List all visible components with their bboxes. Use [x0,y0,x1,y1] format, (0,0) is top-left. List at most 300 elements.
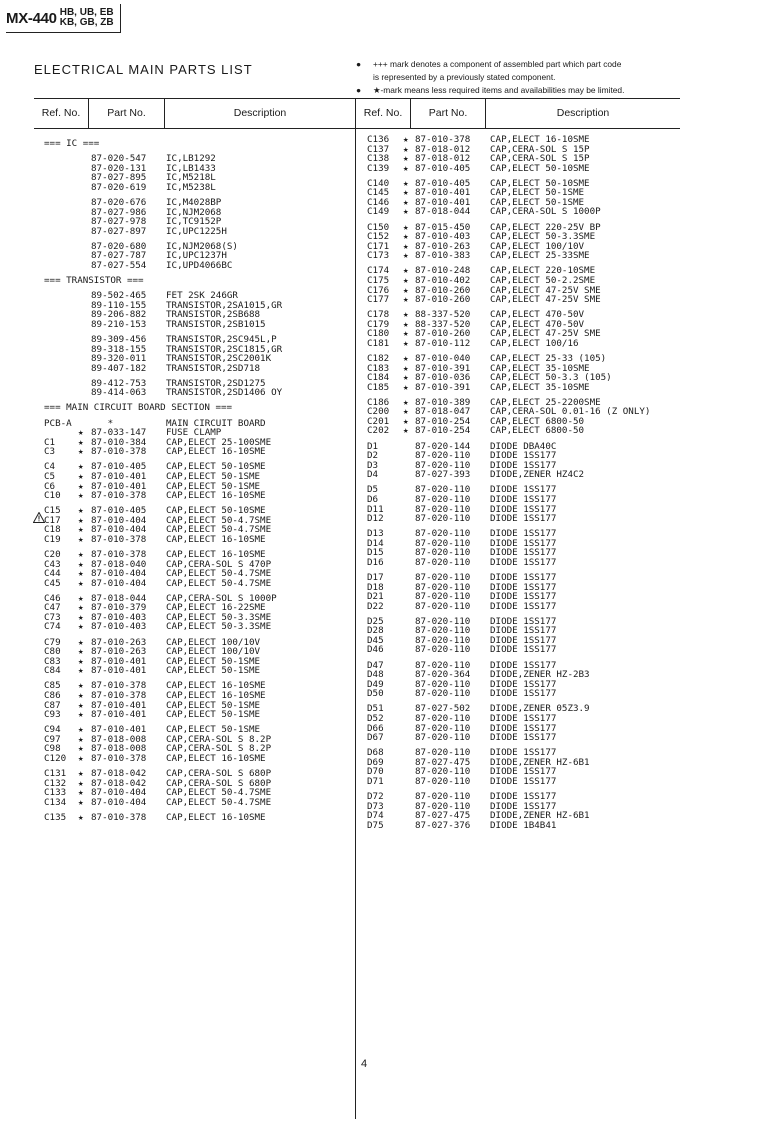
part-number: 87-010-378 [91,533,147,545]
ref-number: C202 [367,425,390,437]
description: CAP,ELECT 50-3.3SME [166,611,272,623]
availability-mark: ★ [403,177,409,189]
ref-number: C146 [367,196,390,208]
ref-number: C43 [44,558,61,570]
description: CAP,ELECT 16-10SME [166,446,266,458]
note-bullet: ● [356,85,362,95]
description: CAP,ELECT 50-4.7SME [166,524,272,536]
description: CAP,ELECT 50-10SME [166,505,266,517]
ref-number: D71 [367,775,384,787]
column-divider [485,99,486,128]
model-variants-line2: KB, GB, ZB [59,17,114,28]
availability-mark: ★ [78,621,84,633]
description: CAP,ELECT 25-2200SME [490,396,601,408]
part-number: 87-010-401 [91,655,147,667]
availability-mark: ★ [78,646,84,658]
ref-number: C97 [44,733,61,745]
part-number: 87-010-378 [91,811,147,823]
description: TRANSISTOR,2SC945L,P [166,333,277,345]
description: DIODE 1SS177 [490,591,557,603]
part-number: 89-110-155 [91,299,147,311]
description: CAP,ELECT 220-10SME [490,265,596,277]
availability-mark: ★ [403,206,409,218]
parts-row [0,338,757,349]
part-number: 87-020-110 [415,732,471,744]
ref-number: D50 [367,688,384,700]
part-number: 87-027-502 [415,703,471,715]
description: CAP,CERA-SOL S 15P [490,143,590,155]
description: DIODE 1SS177 [490,493,557,505]
description: CAP,ELECT 16-10SME [166,549,266,560]
description: IC,M5218L [166,172,216,184]
ref-number: C80 [44,646,61,658]
description: DIODE 1SS177 [490,747,557,759]
description: CAP,ELECT 50-3.3 (105) [490,372,612,384]
part-number: 87-020-110 [415,556,471,568]
ref-number: C183 [367,362,390,374]
description: CAP,CERA-SOL S 1000P [166,592,277,604]
part-number: 89-210-153 [91,318,147,330]
note-bullet: ● [356,59,362,69]
description: CAP,ELECT 50-1SME [490,187,585,199]
description: DIODE 1SS177 [490,732,557,744]
description: CAP,ELECT 50-4.7SME [166,787,272,799]
ref-number: C133 [44,787,67,799]
part-number: 87-010-391 [415,381,471,393]
availability-mark: ★ [78,733,84,745]
ref-number: C179 [367,318,390,330]
description: TRANSISTOR,2SB688 [166,309,261,321]
availability-mark: ★ [78,743,84,755]
ref-number: C1 [44,436,56,448]
description: CAP,ELECT 50-10SME [166,461,266,473]
part-number: 87-020-110 [415,791,471,802]
ref-number: D75 [367,819,384,831]
ref-number: C94 [44,724,61,736]
ref-number: D67 [367,732,384,744]
ref-number: C140 [367,177,390,189]
ref-number: D1 [367,440,379,452]
availability-mark: ★ [78,446,84,458]
ref-number: C137 [367,143,390,155]
ref-number: C181 [367,337,390,349]
part-number: 87-010-402 [415,274,471,286]
part-number: 89-320-011 [91,353,147,365]
description: IC,NJM2068 [166,206,222,218]
ref-number: D69 [367,756,384,768]
description: CAP,ELECT 16-10SME [490,134,590,145]
parts-row [0,250,757,261]
description: CAP,ELECT 100/10V [166,646,261,658]
availability-mark: ★ [78,636,84,648]
part-number: * [91,417,114,429]
part-number: 87-010-401 [415,196,471,208]
ref-number: C182 [367,353,390,364]
part-number: 87-010-384 [91,436,147,448]
part-number: 87-020-110 [415,678,471,690]
description: DIODE 1SS177 [490,800,557,812]
availability-mark: ★ [78,655,84,667]
ref-number: C136 [367,134,390,145]
section-heading: === TRANSISTOR === [44,275,144,286]
availability-mark: ★ [403,406,409,418]
description: IC,M5238L [166,181,216,193]
ref-number: C20 [44,549,61,560]
col-desc-header-right: Description [556,107,610,119]
ref-number: D45 [367,634,384,646]
part-number: 87-018-044 [91,592,147,604]
description: CAP,ELECT 16-10SME [166,680,266,692]
parts-row [0,688,757,699]
ref-number: C86 [44,689,61,701]
part-number: 87-010-254 [415,415,471,427]
description: DIODE 1SS177 [490,659,557,671]
part-number: 89-412-753 [91,377,147,389]
ref-number: D13 [367,528,384,540]
description: DIODE 1SS177 [490,791,557,802]
column-divider [88,99,89,128]
availability-mark: ★ [403,284,409,296]
ref-number: C3 [44,446,56,458]
ref-number: D21 [367,591,384,603]
description: CAP,ELECT 50-3.3SME [490,231,596,243]
description: CAP,ELECT 470-50V [490,318,585,330]
ref-number: D5 [367,484,379,496]
description: IC,UPD4066BC [166,259,233,271]
ref-number: D66 [367,722,384,734]
description: CAP,ELECT 50-1SME [166,709,261,721]
availability-mark: ★ [78,796,84,808]
description: DIODE 1SS177 [490,528,557,540]
part-number: 89-318-155 [91,343,147,355]
availability-mark: ★ [78,577,84,589]
part-number: 87-027-986 [91,206,147,218]
ref-number: C47 [44,602,61,614]
availability-mark: ★ [403,250,409,262]
part-number: 87-020-144 [415,440,471,452]
part-number: 87-020-676 [91,196,147,208]
availability-mark: ★ [78,427,84,439]
description: DIODE 1SS177 [490,572,557,583]
availability-mark: ★ [403,221,409,233]
description: CAP,ELECT 50-3.3SME [166,621,272,633]
column-divider [164,99,165,128]
part-number: 87-010-401 [91,665,147,677]
part-number: 87-020-619 [91,181,147,193]
section-heading: === MAIN CIRCUIT BOARD SECTION === [44,402,233,414]
ref-number: C5 [44,470,56,482]
availability-mark: ★ [78,787,84,799]
availability-mark: ★ [78,592,84,604]
description: DIODE 1SS177 [490,600,557,612]
part-number: 87-027-554 [91,259,147,271]
part-number: 87-027-897 [91,225,147,237]
part-number: 87-018-012 [415,143,471,155]
description: CAP,ELECT 6800-50 [490,425,585,437]
description: CAP,ELECT 470-50V [490,309,585,321]
ref-number: D51 [367,703,384,715]
part-number: 87-010-112 [415,337,471,349]
availability-mark: ★ [78,436,84,448]
description: DIODE,ZENER HZ-2B3 [490,669,590,681]
availability-mark: ★ [78,777,84,789]
part-number: 87-020-110 [415,503,471,515]
page-number: 4 [361,1058,368,1070]
ref-number: C15 [44,505,61,517]
description: DIODE 1SS177 [490,625,557,637]
parts-row [0,425,757,439]
part-number: 89-309-456 [91,333,147,345]
ref-number: C73 [44,611,61,623]
part-number: 87-010-391 [415,362,471,374]
ref-number: C152 [367,231,390,243]
part-number: 87-010-036 [415,372,471,384]
ref-number: C177 [367,294,390,306]
parts-row [0,732,757,743]
ref-number: C173 [367,250,390,262]
part-number: 88-337-520 [415,318,471,330]
ref-number: D4 [367,469,379,481]
availability-mark: ★ [78,724,84,736]
part-number: 87-020-110 [415,644,471,656]
ref-number: C87 [44,699,61,711]
page-title: ELECTRICAL MAIN PARTS LIST [34,62,253,77]
availability-mark: ★ [78,611,84,623]
description: DIODE 1SS177 [490,775,557,787]
description: DIODE 1SS177 [490,450,557,462]
availability-mark: ★ [78,524,84,536]
description: MAIN CIRCUIT BOARD [166,417,266,429]
table-header [34,98,680,129]
part-number: 87-018-044 [415,206,471,218]
part-number: 87-020-110 [415,688,471,700]
availability-mark: ★ [78,752,84,764]
part-number: 87-027-787 [91,250,147,262]
availability-mark: ★ [403,396,409,408]
description: CAP,ELECT 35-10SME [490,362,590,374]
description: TRANSISTOR,2SC2001K [166,353,272,365]
part-number: 87-010-260 [415,294,471,306]
description: DIODE 1SS177 [490,459,557,471]
ref-number: D14 [367,537,384,549]
availability-mark: ★ [78,490,84,502]
part-number: 87-020-364 [415,669,471,681]
part-number: 87-020-110 [415,766,471,778]
description: DIODE 1SS177 [490,712,557,724]
ref-number: D17 [367,572,384,583]
availability-mark: ★ [403,294,409,306]
availability-mark: ★ [403,231,409,243]
part-number: 87-010-378 [91,689,147,701]
ref-number: C200 [367,406,390,418]
availability-mark: ★ [78,699,84,711]
ref-number: D72 [367,791,384,802]
part-number: 87-027-376 [415,819,471,831]
ref-number: C135 [44,811,67,823]
ref-number: D2 [367,450,379,462]
ref-number: D18 [367,581,384,593]
part-number: 89-502-465 [91,290,147,302]
ref-number: C18 [44,524,61,536]
description: CAP,ELECT 47-25V SME [490,328,601,340]
availability-mark: ★ [403,362,409,374]
availability-mark: ★ [403,337,409,349]
ref-number: C149 [367,206,390,218]
ref-number: C171 [367,240,390,252]
description: CAP,ELECT 50-1SME [166,724,261,736]
availability-mark: ★ [403,187,409,199]
ref-number: D22 [367,600,384,612]
availability-mark: ★ [78,514,84,526]
part-number: 87-010-401 [91,709,147,721]
part-number: 87-010-263 [415,240,471,252]
description: DIODE 1SS177 [490,722,557,734]
part-number: 87-010-404 [91,787,147,799]
part-number: 87-020-547 [91,153,147,165]
availability-mark: ★ [403,415,409,427]
note-text: +++ mark denotes a component of assembled part which part code [373,59,622,69]
description: CAP,ELECT 50-1SME [490,196,585,208]
part-number: 87-018-008 [91,733,147,745]
parts-row [0,294,757,305]
availability-mark: ★ [78,533,84,545]
description: TRANSISTOR,2SA1015,GR [166,299,283,311]
part-number: 87-020-110 [415,547,471,559]
description: DIODE,ZENER HZ-6B1 [490,756,590,768]
description: CAP,ELECT 16-10SME [166,533,266,545]
part-number: 87-020-110 [415,493,471,505]
ref-number: D3 [367,459,379,471]
description: IC,UPC1225H [166,225,227,237]
part-number: 87-010-263 [91,646,147,658]
description: CAP,ELECT 25-33SME [490,250,590,262]
part-number: 87-020-110 [415,591,471,603]
availability-mark: ★ [403,353,409,364]
part-number: 87-020-110 [415,513,471,525]
parts-row [0,206,757,217]
description: CAP,ELECT 16-10SME [166,811,266,823]
ref-number: D46 [367,644,384,656]
note-text: is represented by a previously stated component. [373,72,556,82]
description: DIODE 1SS177 [490,581,557,593]
part-number: 87-010-389 [415,396,471,408]
description: CAP,CERA-SOL S 680P [166,777,272,789]
description: CAP,ELECT 100/16 [490,337,579,349]
col-ref-header: Ref. No. [41,107,81,119]
description: CAP,ELECT 35-10SME [490,381,590,393]
section-heading: === IC === [44,138,100,149]
ref-number: C17 [44,514,61,526]
description: CAP,CERA-SOL S 8.2P [166,733,272,745]
description: DIODE 1B4B41 [490,819,557,831]
availability-mark: ★ [403,381,409,393]
part-number: 87-010-378 [415,134,471,145]
part-number: 87-010-404 [91,577,147,589]
description: DIODE 1SS177 [490,513,557,525]
description: CAP,ELECT 50-4.7SME [166,514,272,526]
model-variants-line1: HB, UB, EB [59,7,114,18]
availability-mark: ★ [403,240,409,252]
col-ref-header-right: Ref. No. [363,107,403,119]
part-number: 87-020-110 [415,581,471,593]
column-divider [410,99,411,128]
availability-mark: ★ [78,480,84,492]
description: FET 2SK 246GR [166,290,238,302]
ref-number: PCB-A [44,417,72,429]
part-number: 87-020-110 [415,572,471,583]
part-number: 87-018-042 [91,768,147,779]
availability-mark: ★ [403,153,409,165]
part-number: 87-010-378 [91,490,147,502]
ref-number: C6 [44,480,56,492]
part-number: 87-020-110 [415,600,471,612]
description: CAP,ELECT 6800-50 [490,415,585,427]
part-number: 87-020-110 [415,484,471,496]
part-number: 87-010-378 [91,680,147,692]
ref-number: C83 [44,655,61,667]
part-number: 87-010-401 [91,470,147,482]
availability-mark: ★ [403,196,409,208]
part-number: 87-033-147 [91,427,147,439]
ref-number: C175 [367,274,390,286]
part-number: 87-020-110 [415,722,471,734]
availability-mark: ★ [403,328,409,340]
ref-number: C134 [44,796,67,808]
ref-number: D25 [367,615,384,627]
part-number: 87-027-475 [415,756,471,768]
description: DIODE,ZENER 05Z3.9 [490,703,590,715]
part-number: 87-027-475 [415,810,471,822]
ref-number: D6 [367,493,379,505]
ref-number: C184 [367,372,390,384]
note-text: ★-mark means less required items and availabilities may be limited. [373,85,625,95]
col-desc-header: Description [233,107,287,119]
ref-number: C138 [367,153,390,165]
part-number: 87-010-403 [91,621,147,633]
part-number: 87-020-110 [415,800,471,812]
parts-row [0,776,757,787]
part-number: 89-407-182 [91,362,147,374]
description: DIODE 1SS177 [490,556,557,568]
ref-number: C19 [44,533,61,545]
ref-number: C120 [44,752,67,764]
description: CAP,ELECT 50-1SME [166,699,261,711]
parts-row [0,557,757,568]
part-number: 87-020-110 [415,537,471,549]
availability-mark: ★ [403,425,409,437]
parts-row [0,382,757,393]
part-number: 88-337-520 [415,309,471,321]
availability-mark: ★ [78,461,84,473]
availability-mark: ★ [78,602,84,614]
description: IC,LB1292 [166,153,216,165]
description: CAP,ELECT 50-2.2SME [490,274,596,286]
part-number: 87-015-450 [415,221,471,233]
part-number: 87-020-110 [415,775,471,787]
part-number: 87-010-404 [91,514,147,526]
part-number: 87-018-047 [415,406,471,418]
description: IC,UPC1237H [166,250,227,262]
ref-number: C180 [367,328,390,340]
ref-number: D70 [367,766,384,778]
part-number: 87-010-405 [415,162,471,174]
availability-mark: ★ [78,811,84,823]
description: CAP,ELECT 220-25V BP [490,221,601,233]
description: CAP,ELECT 25-100SME [166,436,272,448]
ref-number: D15 [367,547,384,559]
part-number: 87-018-040 [91,558,147,570]
col-part-header: Part No. [107,107,146,119]
